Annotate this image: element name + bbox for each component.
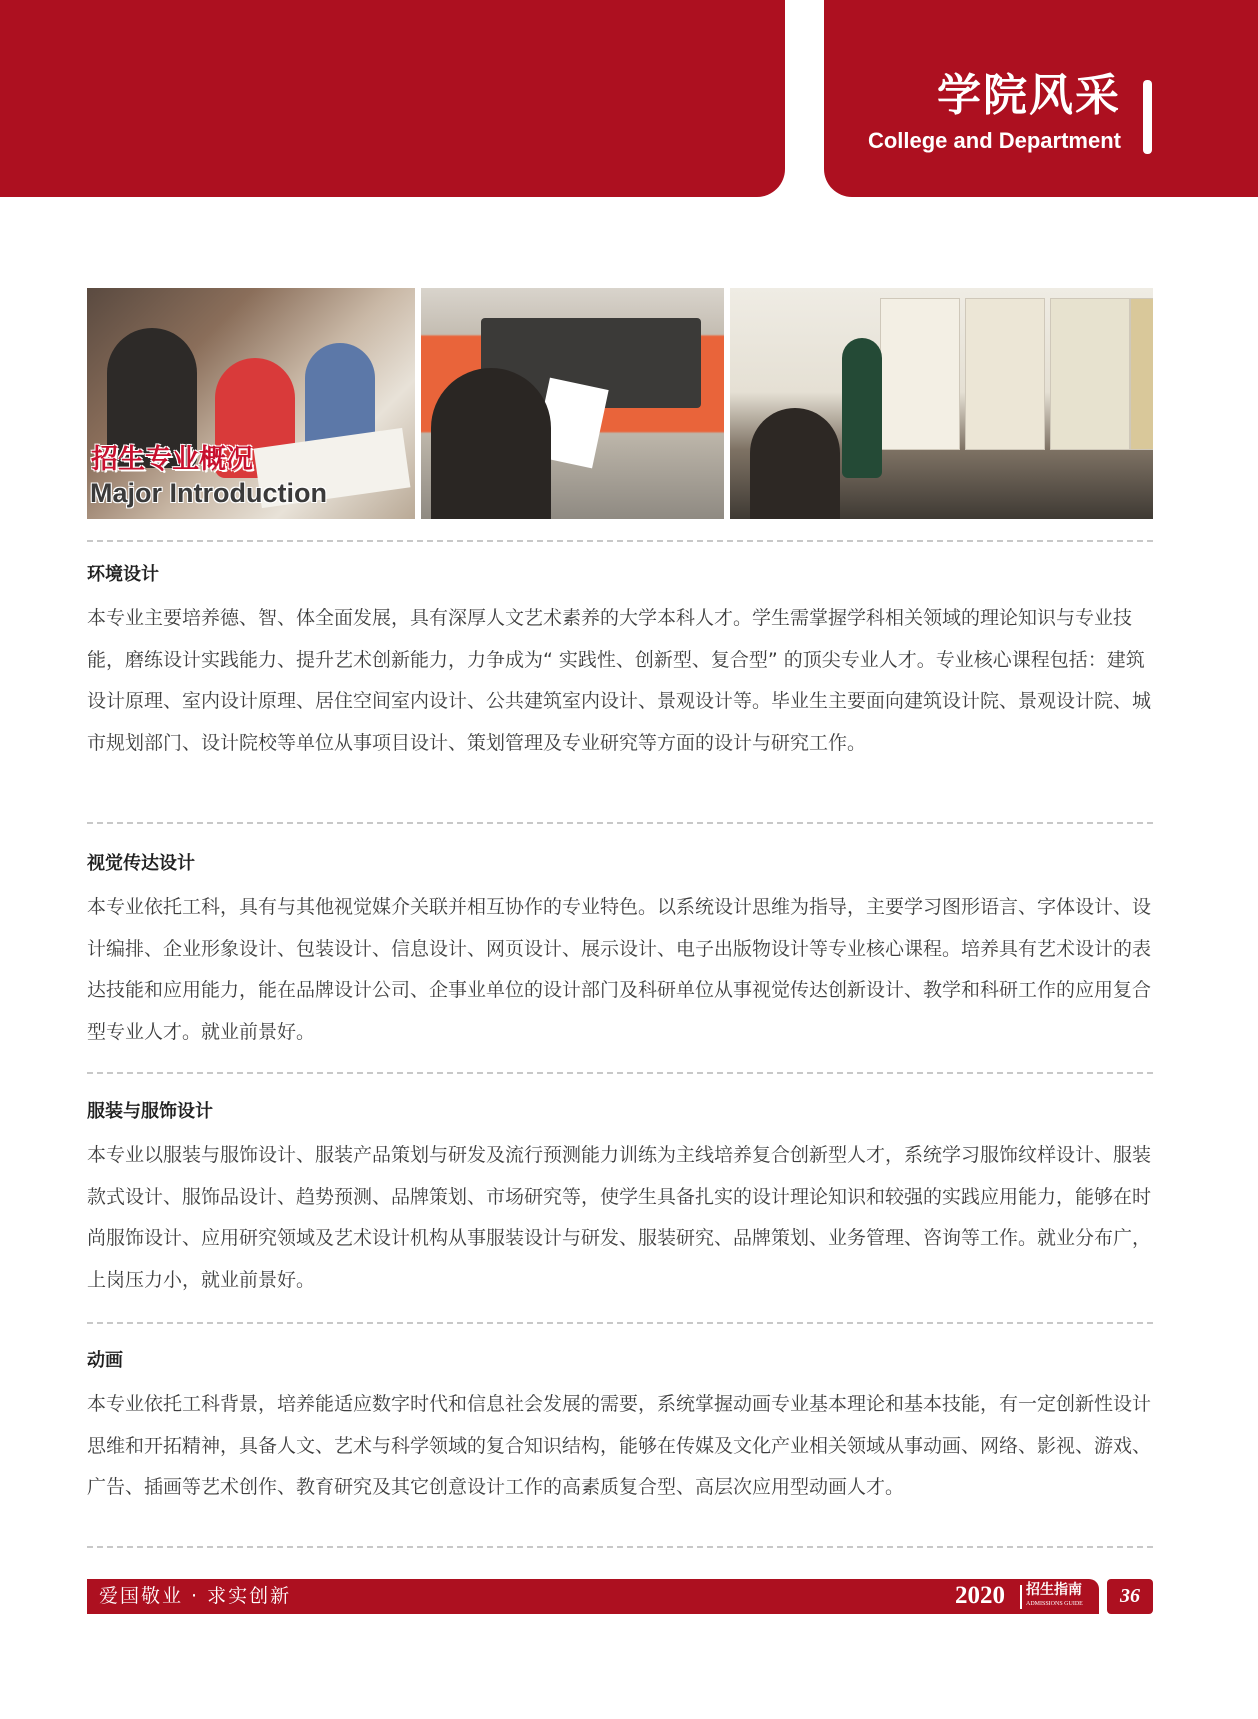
header-subtitle: College and Department xyxy=(867,128,1121,153)
footer-slogan: 爱国敬业 · 求实创新 xyxy=(99,1585,292,1607)
photo-lab-machine xyxy=(421,288,724,519)
banner-title-cn: 招生专业概况 xyxy=(91,444,253,475)
header-title: 学院风采 xyxy=(937,70,1121,121)
header-band-left xyxy=(0,0,785,197)
divider xyxy=(87,1072,1153,1074)
photo-strip xyxy=(87,288,1153,519)
footer-guide-title: 招生指南 xyxy=(1026,1582,1082,1598)
photo-figure xyxy=(842,338,882,478)
footer-bar xyxy=(87,1579,1099,1614)
divider xyxy=(87,540,1153,542)
header-band-right xyxy=(824,0,1258,197)
photo-poster xyxy=(965,298,1045,450)
section-heading: 服装与服饰设计 xyxy=(87,1101,213,1122)
photo-exhibition xyxy=(730,288,1153,519)
divider xyxy=(87,822,1153,824)
section-heading: 动画 xyxy=(87,1350,123,1371)
banner-title-en: Major Introduction xyxy=(90,478,327,508)
section-body: 本专业主要培养德、智、体全面发展，具有深厚人文艺术素养的大学本科人才。学生需掌握学科相关领域的理论知识与专业技能，磨练设计实践能力、提升艺术创新能力，力争成为“ 实践性、创新型、复合型” 的顶尖专业人才。专业核心课程包括：建筑设计原理、室内设计原理、居住空间室内设计、公共建筑室内设计、景观设计等。毕业生主要面向建筑设计院、景观设计院、城市规划部门、设计院校等单位从事项目设计、策划管理及专业研究等方面的设计与研究工作。 xyxy=(87,607,1152,754)
section-environment-design xyxy=(87,564,1153,764)
photo-figure xyxy=(431,368,551,519)
section-fashion-design xyxy=(87,1101,1153,1301)
footer-year: 2020 xyxy=(955,1582,1005,1609)
footer-guide-subtitle: ADMISSIONS GUIDE xyxy=(1026,1601,1083,1607)
header-accent-bar xyxy=(1143,80,1152,154)
section-visual-communication-design xyxy=(87,853,1153,1053)
section-heading: 视觉传达设计 xyxy=(87,853,195,874)
divider xyxy=(87,1322,1153,1324)
photo-figure xyxy=(750,408,840,519)
section-heading: 环境设计 xyxy=(87,564,159,585)
section-body: 本专业依托工科，具有与其他视觉媒介关联并相互协作的专业特色。以系统设计思维为指导，主要学习图形语言、字体设计、设计编排、企业形象设计、包装设计、信息设计、网页设计、展示设计、电子出版物设计等专业核心课程。培养具有艺术设计的表达技能和应用能力，能在品牌设计公司、企事业单位的设计部门及科研单位从事视觉传达创新设计、教学和科研工作的应用复合型专业人才。就业前景好。 xyxy=(87,896,1152,1043)
footer-separator xyxy=(1020,1585,1022,1609)
section-body: 本专业以服装与服饰设计、服装产品策划与研发及流行预测能力训练为主线培养复合创新型人才，系统学习服饰纹样设计、服装款式设计、服饰品设计、趋势预测、品牌策划、市场研究等，使学生具备扎实的设计理论知识和较强的实践应用能力，能够在时尚服饰设计、应用研究领域及艺术设计机构从事服装设计与研发、服装研究、品牌策划、业务管理、咨询等工作。就业分布广，上岗压力小，就业前景好。 xyxy=(87,1144,1152,1291)
section-body: 本专业依托工科背景，培养能适应数字时代和信息社会发展的需要，系统掌握动画专业基本理论和基本技能，有一定创新性设计思维和开拓精神，具备人文、艺术与科学领域的复合知识结构，能够在传媒及文化产业相关领域从事动画、网络、影视、游戏、广告、插画等艺术创作、教育研究及其它创意设计工作的高素质复合型、高层次应用型动画人才。 xyxy=(87,1393,1152,1498)
section-animation xyxy=(87,1350,1153,1509)
page-number: 36 xyxy=(1120,1585,1140,1607)
photo-poster xyxy=(880,298,960,450)
photo-poster xyxy=(1130,298,1153,450)
page-number-box xyxy=(1107,1579,1153,1614)
photo-students-drawing xyxy=(87,288,415,519)
photo-poster xyxy=(1050,298,1130,450)
divider xyxy=(87,1546,1153,1548)
